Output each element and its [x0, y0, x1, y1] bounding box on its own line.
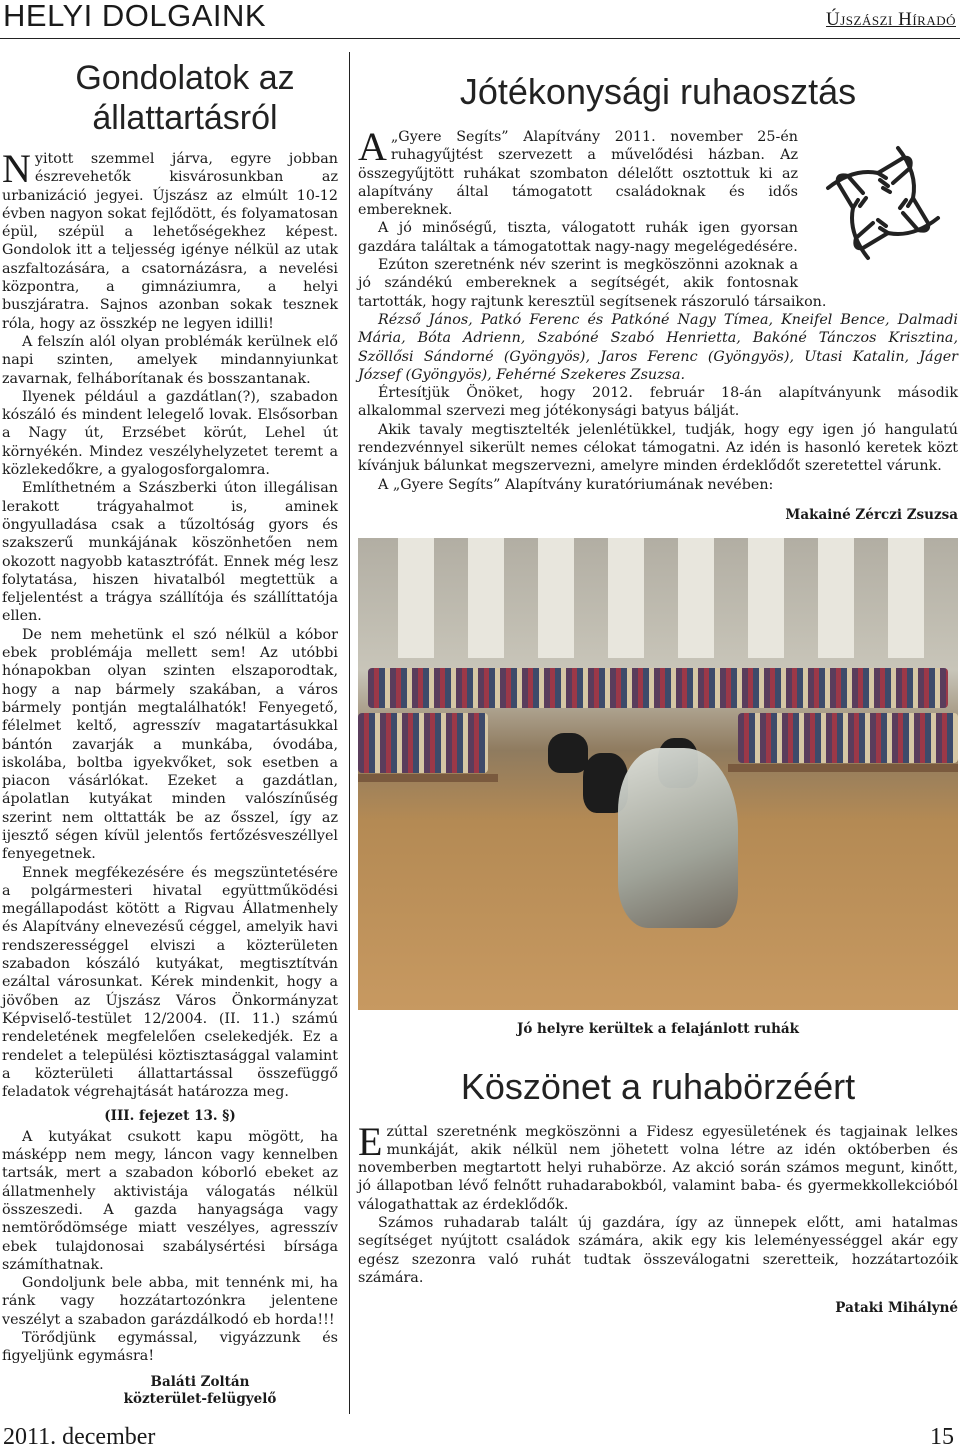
- table: [358, 774, 498, 782]
- section-title: HELYI DOLGAINK: [3, 0, 267, 33]
- window: [748, 538, 784, 658]
- author-signature: Makainé Zérczi Zsuzsa: [785, 506, 958, 523]
- table: [728, 764, 958, 772]
- article-title-charity: Jótékonysági ruhaosztás: [459, 71, 857, 112]
- window: [608, 538, 644, 658]
- article-paragraph: Ilyenek például a gazdátlan(?), szabadon kószáló és mindent lelegelő lovak. Elsősorban a Nagy út, Erzsébet körút, Lehel út környékén. Mindez veszélyhelyzetet teremt a közlekedőkre, a gyalogosforgalomra.: [2, 388, 338, 479]
- article-paragraph: Értesítjük Önöket, hogy 2012. február 18-án alapítványunk második alkalommal szervezi meg jótékonysági batyus bálját.: [358, 385, 958, 420]
- article-title-animals: Gondolatok az állattartásról: [75, 59, 295, 137]
- drop-cap: E: [358, 1118, 383, 1164]
- article-title-thanks: Köszönet a ruhabörzéért: [460, 1065, 856, 1107]
- article-paragraph: Számos ruhadarab talált új gazdára, így az ünnepek előtt, ami hatalmas segítséget nyújtott családok számára, akik egy kis leleményességgel akár egy egész szezonra való ruhát tudtak összeválogatni szeretteik, hozzátartozóik számára.: [358, 1215, 958, 1286]
- article-paragraph: Említhetném a Szászberki úton illegálisan lerakott trágyahalmot is, aminek öngyulladása csak a tűzoltóság gyors és szakszerű munkájának köszönhetően nem okozott nagyobb katasztrófát. Ennek még lesz folytatása, hiszen hivatalból megtettük a feljelentést a trágya szállítója és szállíttatója ellen.: [2, 480, 338, 625]
- column-divider: [349, 52, 350, 1414]
- article-paragraph: Ennek megfékezésére és megszüntetésére a polgármesteri hivatal együttműködési megállapodást kötött a Rigvau Állatmenhely és Alapítvány elnevezésű céggel, amelyik havi rendszerességgel elviszi a közterületen szabadon kószáló kutyákat, megtisztítván ezáltal városunkat. Kérek mindenkit, hogy a jövőben az Újszász Város Önkormányzat Képviselő-testület 12/2004. (II. 11.) számú rendeletének megfelelően cselekedjék. Ez a rendelet a települési köztisztasággal valamint a közterületi állattartással összefüggő feladatok végrehajtását határozza meg.: [2, 864, 338, 1101]
- article-paragraph: Gondoljunk bele abba, mit tennénk mi, ha ránk vagy hozzátartozónkra jelentene veszélyt a szabadon garázdálkodó eb horda!!!: [2, 1275, 338, 1328]
- clothing-distribution-photo: [358, 538, 958, 1010]
- drop-cap: A: [358, 124, 387, 169]
- window: [538, 538, 574, 658]
- newspaper-name: Újszászi Híradó: [826, 9, 956, 30]
- article-paragraph: Törődjünk egymással, vigyázzunk és figyeljünk egymásra!: [2, 1330, 338, 1365]
- author-signature: Pataki Mihályné: [835, 1300, 958, 1317]
- clothes-pile: [358, 713, 488, 773]
- article-paragraph: Ezúton szeretnénk név szerint is megköszönni azoknak a jó szándékú embereknek a segítségét, akik fontosnak tartották, hogy rajtunk keresztül segítsenek rászoruló társaikon.: [358, 257, 827, 310]
- article-paragraph: A „Gyere Segíts” Alapítvány 2011. november 25-én ruhagyűjtést szervezett a művelődési házban. Az összegyűjtött ruhákat szombaton délelőtt osztottuk ki az alapítvány által támogatott családoknak és idős embereknek.: [358, 124, 798, 219]
- article-paragraph: Akik tavaly megtisztelték jelenlétükkel, tudják, hogy egy igen jó hangulatú rendezvénnyel sikerült nemes célokat támogatni. Az idén is hasonló keretek közt kívánjuk bálunkat megszervezni, amelyre minden érdeklődőt szeretettel várunk.: [358, 421, 958, 475]
- photo-caption: Jó helyre kerültek a felajánlott ruhák: [516, 1021, 800, 1038]
- helping-hands-icon: [808, 128, 958, 278]
- article-paragraph: Ezúttal szeretnénk megköszönni a Fidesz egyesületének és tagjainak lelkes munkáját, akik nélkül nem jöhetett volna létre az idén októberben és novemberben megtartott helyi ruhabörze. Az akció során számos megunt, kinőtt, jó állapotban lévő felnőtt ruhadarabokból, valamint baba- és gyermekkollekcióból válogathattak az érdeklődők.: [358, 1118, 958, 1213]
- article-paragraph: A kutyákat csukott kapu mögött, ha másképp nem megy, láncon vagy kennelben tartsák, mert a szabadon kóborló ebeket az állatmenhely aktivistája válogatás nélkül összeszedi. A gazda hanyagsága vagy nemtörődömsége miatt veszélyes, agresszív ebek tulajdonosai szabálysértési bírsága számíthatnak.: [2, 1128, 338, 1273]
- window: [678, 538, 714, 658]
- bag: [548, 733, 588, 773]
- article-paragraph: Nyitott szemmel járva, egyre jobban észrevehetők kisvárosunkban az urbanizáció jegyei. Újszász az elmúlt 10-12 évben nagyon sokat fejlődött, és folyamatosan épül, szépül a lehetőségekhez képest. Gondolok itt a teljesség igénye nélkül az utak aszfaltozására, a csatornázásra, a nevelési központra, a gimnáziumra, a helyi buszjáratra. Sajnos azonban sokak tesznek róla, hogy az összkép ne legyen idilli!: [2, 146, 338, 332]
- article-paragraph: A jó minőségű, tiszta, válogatott ruhák igen gyorsan gazdára találtak a támogatottak nagy-nagy megelégedésére.: [358, 220, 798, 255]
- drop-cap: N: [2, 146, 31, 191]
- window: [468, 538, 504, 658]
- window: [818, 538, 854, 658]
- article-paragraph: A felszín alól olyan problémák kerülnek elő napi szinten, amelyek mindannyiunkat zavarnak, felháborítanak és bosszantanak.: [2, 333, 338, 387]
- regulation-reference: (III. fejezet 13. §): [104, 1108, 236, 1125]
- article-paragraph: De nem mehetünk el szó nélkül a kóbor ebek problémája mellett sem! Az utóbbi hónapokban olyan szinten elszaporodtak, hogy a nap bármely szakában, a város bármely pontján megtalálhatók! Fenyegető, félelmet keltő, agresszív magatartásukkal bántón zavarják a munkába, óvodába, iskolába, boltba igyekvőket, sok esetben a piacon vásárlókat. Ezeket a gazdátlan, ápolatlan kutyákat minden valószínűség szerint nem olttatták be az ősszel, így az ijesztő ségen kívül jelentős fertőzésveszéllyel fenyegetnek.: [2, 626, 338, 863]
- window: [888, 538, 924, 658]
- issue-date: 2011. december: [3, 1424, 156, 1450]
- right-column: [358, 64, 958, 1318]
- clothes-pile: [738, 713, 958, 763]
- left-column: [2, 58, 338, 1408]
- page-header: [0, 0, 960, 39]
- author-signature: Baláti Zoltán közterület-felügyelő: [123, 1373, 277, 1407]
- names-list: Rézső János, Patkó Ferenc és Patkóné Nagy Tímea, Kneifel Bence, Dalmadi Mária, Bóta Adrienn, Szabóné Szabó Henrietta, Bakóné Tánczos Krisztina, Szöllősi Sándorné (Gyöngyös), Jaros Ferenc (Gyöngyös), Utasi Katalin, Jáger József (Gyöngyös), Fehérné Szekeres Zsuzsa.: [358, 311, 958, 383]
- clothes-pile: [368, 668, 948, 708]
- page-number: 15: [930, 1424, 954, 1450]
- transparent-bag: [618, 748, 738, 928]
- window: [398, 538, 434, 658]
- article-paragraph: A „Gyere Segíts” Alapítvány kuratóriumának nevében:: [378, 476, 774, 493]
